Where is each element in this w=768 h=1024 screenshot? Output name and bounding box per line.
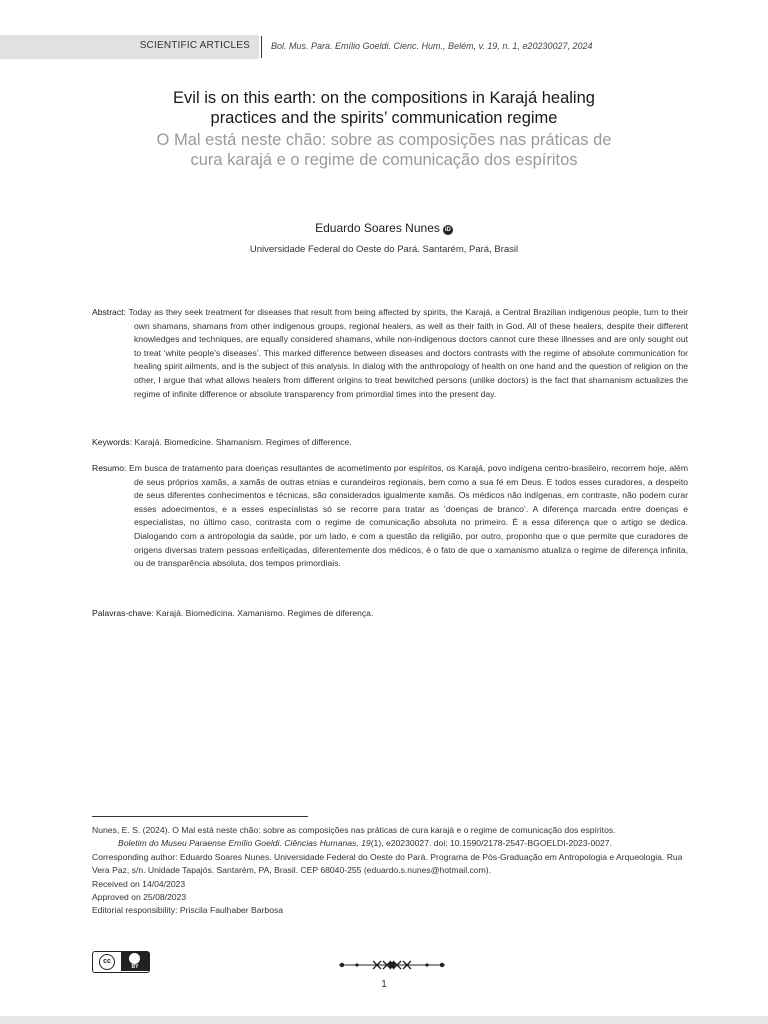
- journal-citation: Bol. Mus. Para. Emílio Goeldi. Cienc. Hum., Belém, v. 19, n. 1, e20230027, 2024: [271, 41, 593, 51]
- citation-line: Nunes, E. S. (2024). O Mal está neste chão: sobre as composições nas práticas de cura karajá e o regime de comunicação dos espíritos.: [92, 825, 616, 835]
- keywords-label: Keywords: [92, 437, 130, 447]
- person-icon: [129, 953, 140, 964]
- cc-circle: cc: [99, 954, 115, 970]
- author-name: Eduardo Soares Nunes: [315, 221, 440, 235]
- section-label: SCIENTIFIC ARTICLES: [139, 40, 250, 51]
- approved-date: Approved on 25/08/2023: [92, 892, 187, 903]
- title-portuguese: O Mal está neste chão: sobre as composições nas práticas de cura karajá e o regime de comunicação dos espíritos: [156, 131, 612, 169]
- abstract-block: [92, 306, 688, 401]
- cc-by-license-icon[interactable]: [92, 951, 150, 973]
- received-date: Received on 14/04/2023: [92, 878, 186, 889]
- footer-bar: [0, 1016, 768, 1024]
- corresponding-author: Corresponding author: Eduardo Soares Nunes. Universidade Federal do Oeste do Pará. Programa de Pós-Graduação em Antropologia e Arqueologia. Rua Vera Paz, s/n. Unidade Tapajós. Santarém, PA, Brasil. CEP 68040-255 (eduardo.s.nunes@hotmail.com).: [92, 851, 683, 876]
- footnotes: [92, 824, 702, 918]
- decorative-ornament-icon: [337, 958, 447, 972]
- by-label: BY: [131, 964, 139, 970]
- citation-continuation: [92, 837, 702, 850]
- palavras-chave-label: Palavras-chave: [92, 608, 152, 618]
- abstract-text: Today as they seek treatment for diseases that result from being affected by spirits, the Karajá, a Central Brazilian indigenous people, turn to their own shamans, shamans from other indigenous groups, regional healers, as well as their faith in God. All of these healers, despite their different knowledges and techniques, are equally considered shamans, while non-indigenous doctors cannot cure these illnesses and are only sought out to treat ‘white people’s diseases’. This marked difference between diseases and doctors contrasts with the regime of absolute communication for healing spirit ailments, and is the subject of this analysis. In dialog with the anthropology of health on one hand and the question of religion on the other, I argue that what allows healers from different origins to treat bewitched persons (unlike doctors) is the fact that shamanism actualizes the regime of infinite difference or absolute transparency from primordial times into the present day.: [128, 307, 689, 399]
- citation-journal: Boletim do Museu Paraense Emílio Goeldi. Ciências Humanas, 19: [118, 838, 371, 849]
- abstract-label: Abstract: [92, 307, 124, 317]
- resumo-text: Em busca de tratamento para doenças resultantes de acometimento por espíritos, os Karajá, povo indígena centro-brasileiro, recorrem hoje, além de seus próprios xamãs, a xamãs de outras etnias e curandeiros regionais, bem como a sua fé em Deus. E todos esses curadores, a despeito de seus diferentes conhecimentos e técnicas, são considerados igualmente xamãs. Os médicos não indígenas, em contraste, não podem curar esses adoecimentos, e a esses especialistas só se recorre para tratar as ‘doenças de branco’. A diferença marcada entre doenças e especialistas, no último caso, contrasta com o regime de comunicação absoluta no primeiro. É a essa diferença que o artigo se dedica. Dialogando com a antropologia da saúde, por um lado, e com a questão da religião, por outro, proponho que o que permite que curadores de origens diversas tratem pessoas enfeitiçadas, diferentemente dos médicos, é o fato de que o xamanismo atualiza o regime de diferença infinita, ou de transparência absoluta, dos tempos primordiais.: [128, 463, 688, 569]
- keywords-block: Keywords: Karajá. Biomedicine. Shamanism. Regimes of difference.: [92, 437, 352, 447]
- abstract-paragraph: Abstract: Today as they seek treatment for diseases that result from being affected by spirits, the Karajá, a Central Brazilian indigenous people, turn to their own shamans, shamans from other indigenous groups, regional healers, as well as their faith in God. All of these healers, despite their different knowledges and techniques, are equally considered shamans, while non-indigenous doctors cannot cure these illnesses and are only sought out to treat ‘white people’s diseases’. This marked difference between diseases and doctors contrasts with the regime of absolute communication for healing spirit ailments, and is the subject of this analysis. In dialog with the anthropology of health on one hand and the question of religion on the other, I argue that what allows healers from different origins to treat bewitched persons (unlike doctors) is the fact that shamanism actualizes the regime of infinite difference or absolute transparency from primordial times into the present day.: [92, 307, 689, 399]
- keywords-text: Karajá. Biomedicine. Shamanism. Regimes of difference.: [134, 437, 352, 447]
- author-line: [0, 221, 768, 235]
- title-english: Evil is on this earth: on the compositions in Karajá healing practices and the spirits’ communication regime: [173, 89, 595, 127]
- footnote-rule: [92, 816, 308, 817]
- by-part: [121, 952, 149, 971]
- citation-doi[interactable]: (1), e20230027. doi: 10.1590/2178-2547-BGOELDI-2023-0027.: [370, 838, 612, 849]
- editorial-responsibility: Editorial responsibility: Priscila Faulhaber Barbosa: [92, 905, 284, 916]
- running-header: [0, 35, 768, 59]
- author-affiliation: Universidade Federal do Oeste do Pará. Santarém, Pará, Brasil: [249, 244, 519, 255]
- title-block: [0, 88, 768, 170]
- resumo-block: [92, 462, 688, 571]
- palavras-chave-block: Palavras-chave: Karajá. Biomedicina. Xamanismo. Regimes de diferença.: [92, 608, 374, 618]
- page-number: 1: [381, 979, 387, 990]
- palavras-chave-text: Karajá. Biomedicina. Xamanismo. Regimes de diferença.: [156, 608, 374, 618]
- resumo-paragraph: Resumo: Em busca de tratamento para doenças resultantes de acometimento por espíritos, os Karajá, povo indígena centro-brasileiro, recorrem hoje, além de seus próprios xamãs, a xamãs de outras etnias e curandeiros regionais, bem como a sua fé em Deus. E todos esses curadores, a despeito de seus diferentes conhecimentos e técnicas, são considerados igualmente xamãs. Os médicos não indígenas, em contraste, não podem curar esses adoecimentos, e a esses especialistas só se recorre para tratar as ‘doenças de branco’. A diferença marcada entre doenças e especialistas, no último caso, contrasta com o regime de comunicação absoluta no primeiro. É a essa diferença que o artigo se dedica. Dialogando com a antropologia da saúde, por um lado, e com a questão da religião, por outro, proponho que o que permite que curadores de origens diversas tratem pessoas enfeitiçadas, diferentemente dos médicos, é o fato de que o xamanismo atualiza o regime de diferença infinita, ou de transparência absoluta, dos tempos primordiais.: [92, 463, 688, 569]
- resumo-label: Resumo: [92, 463, 124, 473]
- cc-part: [93, 952, 121, 971]
- header-divider: [261, 36, 262, 58]
- orcid-icon[interactable]: iD: [444, 227, 451, 233]
